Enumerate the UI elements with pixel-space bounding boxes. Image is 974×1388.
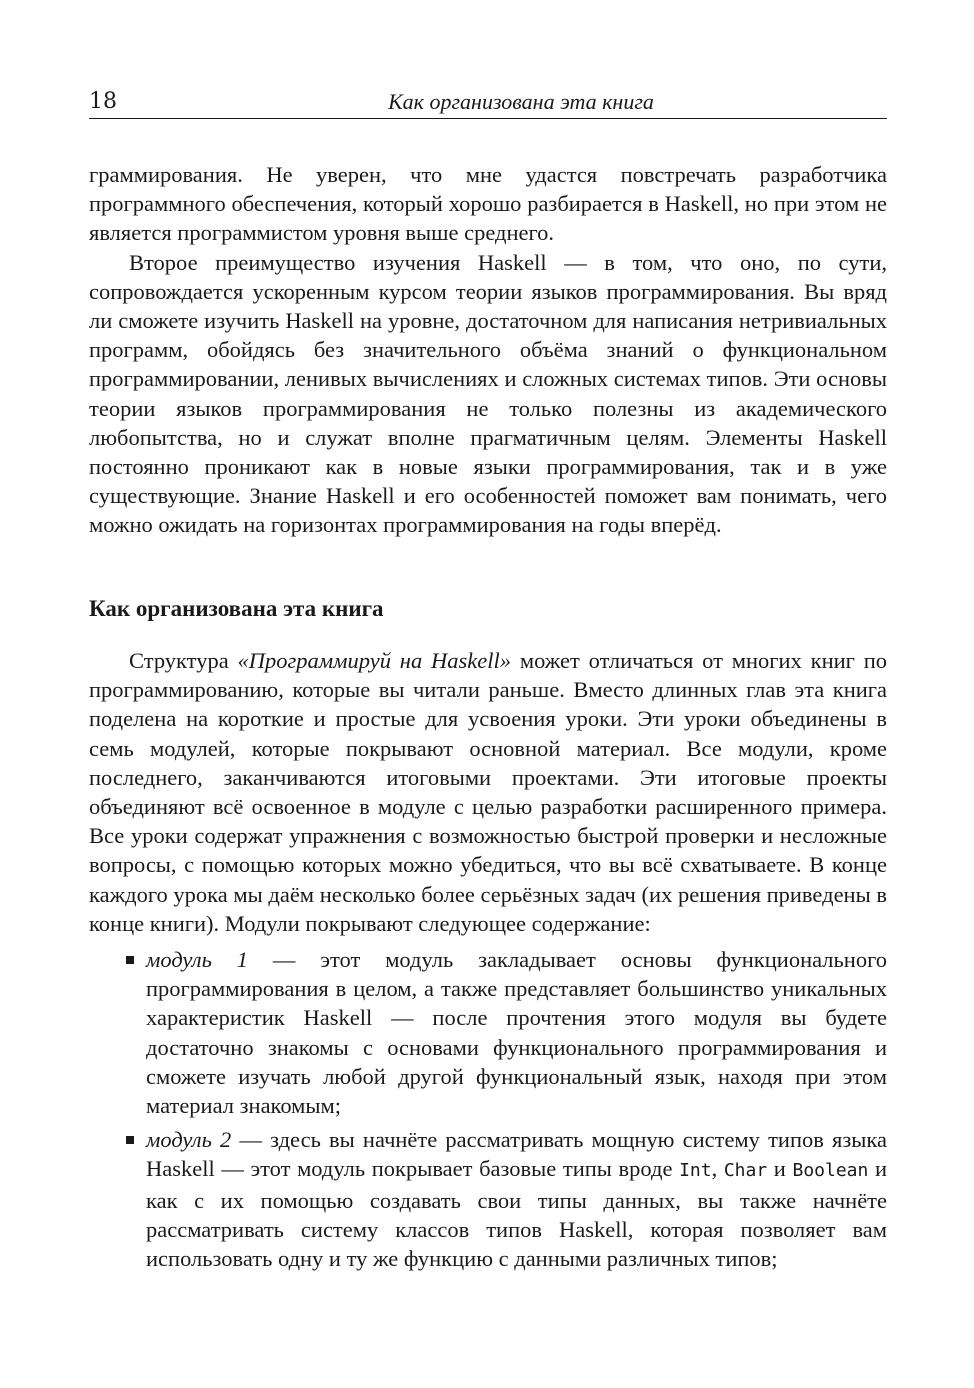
code-int: Int [679,1160,712,1182]
section-paragraph [89,646,887,938]
list-item [89,1125,887,1273]
module-description-part: — здесь вы начнёте рассматривать мощную систему типов языка Haskell — этот модуль покрывает базовые типы вроде [146,1127,887,1182]
module-list [89,945,887,1273]
list-item [89,945,887,1120]
page-number: 18 [89,89,117,114]
section-paragraph-rest: может отличаться от многих книг по программированию, которые вы читали раньше. Вместо длинных глав эта книга поделена на короткие и простые для усвоения уроки. Эти уроки объединены в семь модулей, которые покрывают основной материал. Все модули, кроме последнего, заканчиваются итоговыми проектами. Эти итоговые проекты объединяют всё освоенное в модуле с целью разработки расширенного примера. Все уроки содержат упражнения с возможностью быстрой проверки и несложные вопросы, с помощью которых можно убедиться, что вы всё схватываете. В конце каждого урока мы даём несколько более серьёзных задач (их решения приведены в конце книги). Модули покрывают следующее содержание: [89,648,888,936]
module-description-part: и как с их помощью создавать свои типы данных, вы также начнёте рассматривать систему классов типов Haskell, которая позволяет вам использовать одну и ту же функцию с данными различных типов; [146,1156,888,1272]
module-label: модуль 2 [146,1127,232,1153]
module-description-part: , [711,1156,724,1182]
intro-text [89,160,887,540]
code-boolean: Boolean [792,1160,869,1182]
book-title: «Программируй на Haskell» [237,648,512,673]
intro-paragraph-2: Второе преимущество изучения Haskell — в том, что оно, по сути, сопровождается ускоренным курсом теории языков программирования. Вы вряд ли сможете изучить Haskell на уровне, достаточном для написания нетривиальных программ, обойдясь без значительного объёма знаний о функциональном программировании, ленивых вычислениях и сложных системах типов. Эти основы теории языков программирования не только полезны из академического любопытства, но и служат вполне прагматичным целям. Элементы Haskell постоянно проникают как в новые языки программирования, так и в уже существующие. Знание Haskell и его особенностей поможет вам понимать, чего можно ожидать на горизонтах программирования на годы вперёд. [89,249,887,538]
code-char: Char [723,1160,768,1182]
section-paragraph-start: Структура [129,648,238,673]
module-description: — этот модуль закладывает основы функционального программирования в целом, а также представляет большинство уникальных характеристик Haskell — после прочтения этого модуля вы будете достаточно знакомы с основами функционального программирования и сможете изучать любой другой функциональный язык, находя при этом материал знакомым; [146,947,887,1119]
module-description-part: и [767,1156,793,1182]
running-title: Как организована эта книга [388,89,654,114]
module-label: модуль 1 [146,947,248,973]
running-head [89,86,887,119]
intro-paragraph-1: граммирования. Не уверен, что мне удастся повстречать разработчика программного обеспечения, который хорошо разбирается в Haskell, но при этом не является программистом уровня выше среднего. [89,162,887,246]
section-text [89,646,887,1273]
square-bullet-icon [126,956,134,964]
section-heading: Как организована эта книга [89,596,384,621]
square-bullet-icon [126,1136,134,1144]
